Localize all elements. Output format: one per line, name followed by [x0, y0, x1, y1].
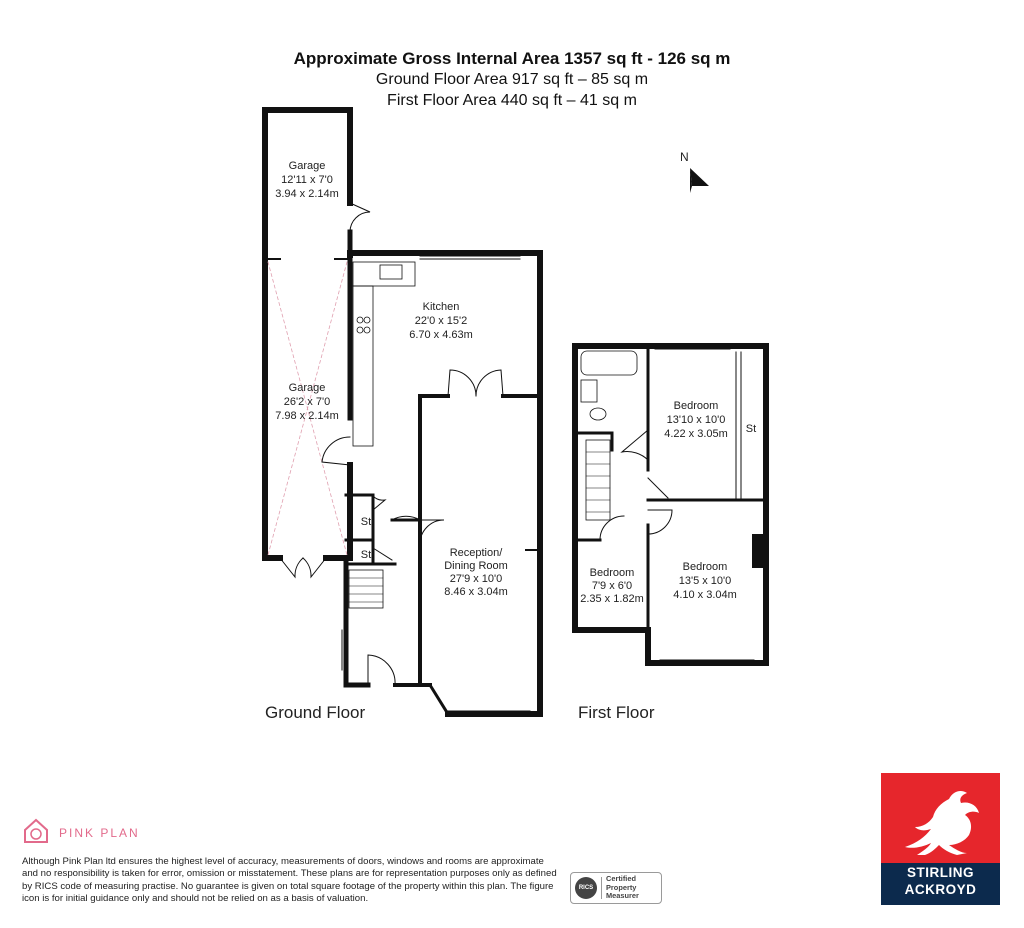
bedroom-3-imperial: 13'5 x 10'0 — [678, 575, 732, 587]
stirling-ackroyd-logo — [881, 773, 1000, 905]
kitchen-metric: 6.70 x 4.63m — [409, 329, 473, 341]
pinkplan-brand: PINK PLAN — [59, 826, 140, 840]
kitchen-imperial: 22'0 x 15'2 — [414, 315, 468, 327]
disclaimer-text: Although Pink Plan ltd ensures the highest level of accuracy, measurements of doors, windows and rooms are approximate and no responsibility is taken for error, omission or misstatement. These plans are for representation purposes only as defined by RICS code of measuring practise. No guarantee is given on total square footage of the property within this plan. The figure icon is for initial guidance only and should not be relied on as a basis of valuation. — [22, 856, 557, 904]
rics-badge — [570, 872, 662, 904]
bedroom-1-imperial: 13'10 x 10'0 — [666, 414, 726, 426]
ground-floor-label: Ground Floor — [265, 703, 366, 722]
gross-area-title: Approximate Gross Internal Area 1357 sq ft - 126 sq m — [293, 49, 731, 68]
garage-rear-imperial: 26'2 x 7'0 — [283, 396, 331, 408]
garage-front-name: Garage — [288, 160, 326, 172]
first-floor-label: First Floor — [578, 703, 655, 722]
rics-logo-icon: RICS — [575, 877, 597, 899]
reception-name-2: Dining Room — [444, 560, 508, 572]
store-first-name: St — [745, 423, 757, 435]
garage-rear-metric: 7.98 x 2.14m — [275, 410, 339, 422]
garage-front-metric: 3.94 x 2.14m — [275, 188, 339, 200]
agent-name-line1: STIRLING — [907, 865, 974, 880]
bedroom-1-name: Bedroom — [673, 400, 719, 412]
first-floor-area: First Floor Area 440 sq ft – 41 sq m — [387, 92, 637, 109]
rics-text: Certified Property Measurer — [606, 874, 639, 901]
reception-imperial: 27'9 x 10'0 — [449, 573, 503, 585]
bedroom-1-metric: 4.22 x 3.05m — [664, 428, 728, 440]
compass-label: N — [680, 150, 689, 164]
compass-icon — [680, 150, 709, 193]
agent-name-line2: ACKROYD — [904, 882, 977, 897]
bedroom-2-imperial: 7'9 x 6'0 — [591, 580, 633, 592]
reception-name: Reception/ — [449, 547, 503, 559]
bedroom-2-metric: 2.35 x 1.82m — [580, 593, 644, 605]
store-2-name: St — [360, 549, 372, 561]
kitchen-name: Kitchen — [422, 301, 460, 313]
bedroom-3-name: Bedroom — [682, 561, 728, 573]
first-floor-plan — [575, 346, 766, 663]
garage-rear-name: Garage — [288, 382, 326, 394]
bedroom-3-metric: 4.10 x 3.04m — [673, 589, 737, 601]
bedroom-2-name: Bedroom — [589, 567, 635, 579]
griffin-icon — [895, 787, 987, 861]
store-1-name: St — [360, 516, 372, 528]
pinkplan-logo-icon — [22, 817, 50, 845]
reception-metric: 8.46 x 3.04m — [444, 586, 508, 598]
garage-front-imperial: 12'11 x 7'0 — [281, 174, 333, 186]
ground-floor-area: Ground Floor Area 917 sq ft – 85 sq m — [375, 71, 649, 88]
